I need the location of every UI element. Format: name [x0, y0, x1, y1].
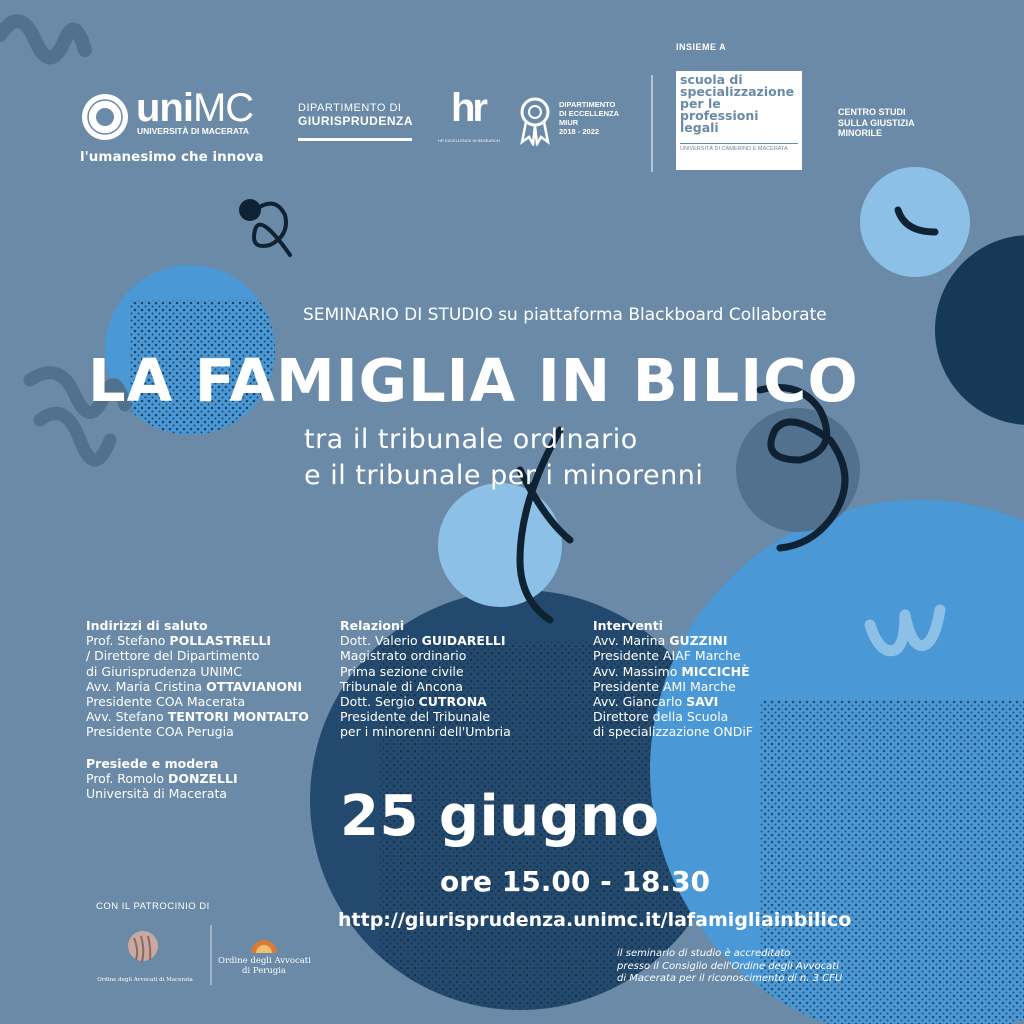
excellence-text — [559, 100, 619, 136]
pale-circle-top-right — [860, 167, 970, 277]
interventi-role-2: Presidente AMI Marche — [593, 678, 736, 694]
interventi-speaker-2: Avv. Massimo MICCICHÈ — [593, 663, 750, 679]
event-title: LA FAMIGLIA IN BILICO — [88, 346, 859, 415]
saluti-role-1a: / Direttore del Dipartimento — [86, 648, 260, 664]
unimc-motto: l'umanesimo che innova — [80, 149, 264, 165]
program-relazioni — [340, 618, 511, 740]
school-name — [680, 74, 798, 134]
hr-caption: HR EXCELLENCE IN RESEARCH — [438, 138, 500, 143]
department-underline — [298, 138, 412, 141]
presiede-heading: Presiede e modera — [86, 755, 219, 771]
award-ribbon-icon — [516, 96, 554, 146]
presiede-role: Università di Macerata — [86, 786, 228, 802]
relazioni-speaker-2: Dott. Sergio CUTRONA — [340, 694, 487, 710]
relazioni-heading: Relazioni — [340, 618, 405, 633]
macerata-emblem-icon — [127, 928, 159, 966]
event-kicker: SEMINARIO DI STUDIO su piattaforma Blackboard Collaborate — [303, 305, 827, 325]
relazioni-role-2a: Presidente del Tribunale — [340, 709, 491, 725]
program-interventi — [593, 618, 753, 740]
accredit-line3: di Macerata per il riconoscimento di n. 3 CFU — [617, 973, 843, 984]
patrocinio-label: CON IL PATROCINIO DI — [96, 901, 210, 912]
school-line5: legali — [680, 120, 719, 135]
saluti-role-1b: di Giurisprudenza UNIMC — [86, 663, 243, 679]
event-subtitle-line2: e il tribunale per i minorenni — [304, 460, 704, 491]
presiede-speaker: Prof. Romolo DONZELLI — [86, 770, 238, 786]
ordine-perugia-line2: di Perugia — [242, 966, 286, 976]
excellence-line2: DI ECCELLENZA — [559, 109, 619, 118]
department-line1: DIPARTIMENTO DI — [298, 102, 402, 114]
centro-line2: SULLA GIUSTIZIA — [838, 117, 915, 128]
relazioni-role-2b: per i minorenni dell'Umbria — [340, 724, 511, 740]
interventi-role-1: Presidente AIAF Marche — [593, 648, 741, 664]
unimc-seal-icon — [80, 92, 130, 142]
accreditation-note — [617, 948, 842, 986]
interventi-role-3b: di specializzazione ONDiF — [593, 724, 753, 740]
pale-circle-center — [438, 483, 562, 607]
saluti-speaker-1: Prof. Stefano POLLASTRELLI — [86, 633, 272, 649]
interventi-speaker-1: Avv. Marina GUZZINI — [593, 633, 728, 649]
insieme-label: INSIEME A — [676, 42, 727, 52]
unimc-wordmark — [136, 86, 253, 131]
school-line4: professioni — [680, 108, 759, 123]
hr-logo[interactable] — [438, 88, 498, 143]
program-saluti — [86, 618, 309, 801]
school-caption: UNIVERSITÀ DI CAMERINO E MACERATA — [680, 143, 798, 152]
saluti-role-3: Presidente COA Perugia — [86, 724, 234, 740]
relazioni-role-1a: Magistrato ordinario — [340, 648, 467, 664]
saluti-speaker-3: Avv. Stefano TENTORI MONTALTO — [86, 709, 309, 725]
school-line3: per le — [680, 96, 721, 111]
relazioni-role-1c: Tribunale di Ancona — [340, 678, 463, 694]
saluti-role-2: Presidente COA Macerata — [86, 694, 246, 710]
school-line2: specializzazione — [680, 84, 795, 99]
hr-mark: hr — [451, 86, 485, 130]
centro-studi-logo[interactable] — [838, 107, 915, 139]
unimc-university: UNIVERSITÀ DI MACERATA — [137, 126, 250, 136]
accredit-line2: presso il Consiglio dell'Ordine degli Avvocati — [617, 960, 839, 972]
unimc-uni: uni — [136, 86, 193, 130]
event-time: ore 15.00 - 18.30 — [440, 865, 711, 898]
excellence-line3: MIUR — [559, 118, 579, 127]
interventi-speaker-3: Avv. Giancarlo SAVI — [593, 694, 719, 710]
interventi-role-3a: Direttore della Scuola — [593, 709, 729, 725]
centro-line3: MINORILE — [838, 128, 882, 138]
event-subtitle-line1: tra il tribunale ordinario — [304, 424, 638, 455]
ordine-perugia-line1: Ordine degli Avvocati — [218, 956, 311, 966]
ordine-perugia-logo[interactable] — [218, 936, 310, 976]
ordine-macerata-logo[interactable] — [82, 928, 208, 988]
school-line1: scuola di — [680, 72, 743, 87]
ordine-macerata-name: Ordine degli Avvocati di Macerata — [97, 977, 193, 983]
excellence-line1: DIPARTIMENTO — [559, 100, 616, 109]
relazioni-role-1b: Prima sezione civile — [340, 663, 464, 679]
interventi-heading: Interventi — [593, 618, 663, 633]
department-line2: GIURISPRUDENZA — [298, 114, 414, 128]
event-date: 25 giugno — [340, 784, 660, 849]
saluti-speaker-2: Avv. Maria Cristina OTTAVIANONI — [86, 678, 303, 694]
unimc-mc: MC — [192, 86, 254, 130]
unimc-logo[interactable] — [80, 86, 265, 172]
perugia-emblem-icon — [249, 936, 279, 954]
saluti-heading: Indirizzi di saluto — [86, 618, 208, 633]
centro-line1: CENTRO STUDI — [838, 107, 906, 117]
accredit-line1: il seminario di studio è accreditato — [617, 948, 791, 959]
excellence-line4: 2018 - 2022 — [559, 127, 600, 136]
school-logo[interactable] — [676, 71, 802, 170]
event-url-link[interactable]: http://giurisprudenza.unimc.it/lafamigliainbilico — [338, 909, 852, 931]
department-logo[interactable] — [298, 102, 413, 141]
relazioni-speaker-1: Dott. Valerio GUIDARELLI — [340, 633, 506, 649]
